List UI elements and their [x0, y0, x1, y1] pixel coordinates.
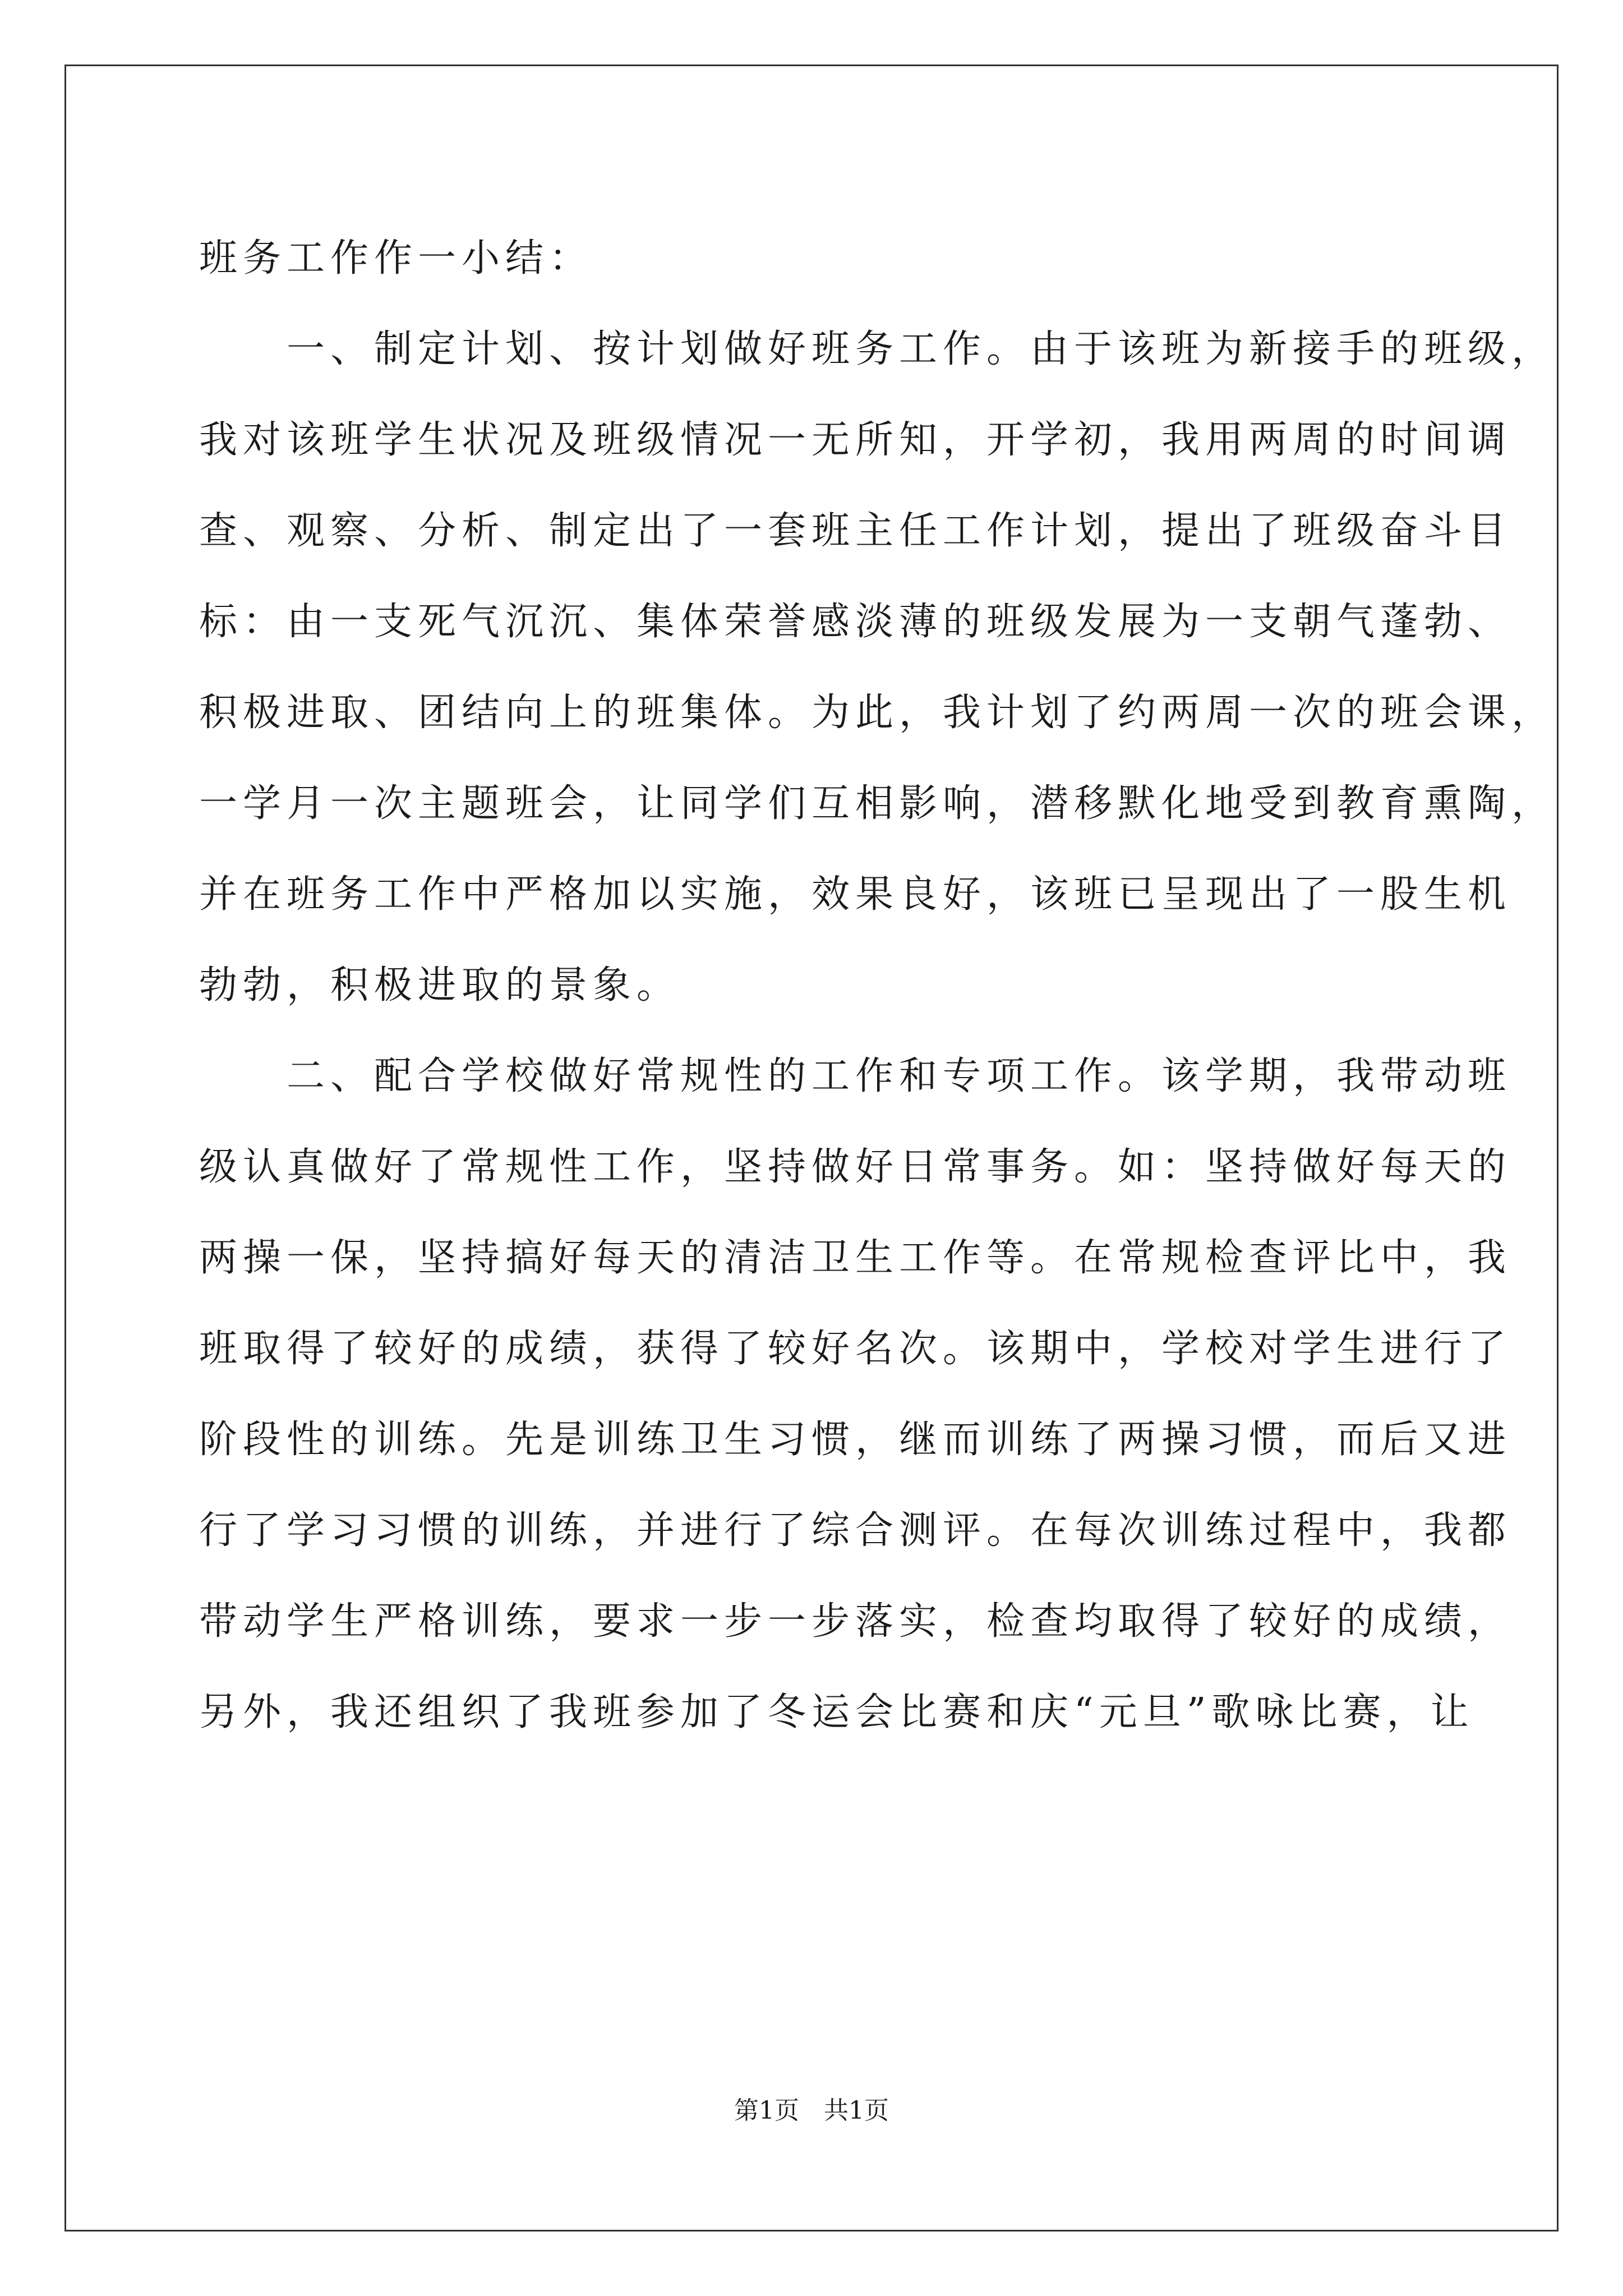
paragraph-line: 阶段性的训练。先是训练卫生习惯，继而训练了两操习惯，而后又进	[199, 1418, 1512, 1462]
paragraph-line: 级认真做好了常规性工作，坚持做好日常事务。如：坚持做好每天的	[199, 1145, 1512, 1189]
paragraph-line: 行了学习习惯的训练，并进行了综合测评。在每次训练过程中，我都	[199, 1508, 1512, 1553]
paragraph-line: 二、配合学校做好常规性的工作和专项工作。该学期，我带动班	[199, 1054, 1512, 1098]
paragraph-line: 两操一保，坚持搞好每天的清洁卫生工作等。在常规检查评比中，我	[199, 1236, 1512, 1280]
paragraph-line: 带动学生严格训练，要求一步一步落实，检查均取得了较好的成绩，	[199, 1599, 1512, 1644]
paragraph-line: 并在班务工作中严格加以实施，效果良好，该班已呈现出了一股生机	[199, 872, 1512, 917]
paragraph-line: 积极进取、团结向上的班集体。为此，我计划了约两周一次的班会课，	[199, 691, 1556, 735]
paragraph-line: 另外，我还组织了我班参加了冬运会比赛和庆“元旦”歌咏比赛，让	[199, 1690, 1474, 1734]
paragraph-line: 查、观察、分析、制定出了一套班主任工作计划，提出了班级奋斗目	[199, 509, 1512, 553]
document-title: 班务工作作一小结：	[199, 236, 593, 280]
page-footer: 第1页 共1页	[734, 2096, 889, 2125]
paragraph-line: 班取得了较好的成绩，获得了较好名次。该期中，学校对学生进行了	[199, 1327, 1512, 1371]
paragraph-line: 勃勃，积极进取的景象。	[199, 963, 681, 1007]
document-body	[199, 213, 1556, 1758]
paragraph-line: 标：由一支死气沉沉、集体荣誉感淡薄的班级发展为一支朝气蓬勃、	[199, 600, 1512, 644]
paragraph-line: 一学月一次主题班会，让同学们互相影响，潜移默化地受到教育熏陶，	[199, 781, 1556, 826]
paragraph-line: 我对该班学生状况及班级情况一无所知，开学初，我用两周的时间调	[199, 418, 1512, 462]
paragraph-line: 一、制定计划、按计划做好班务工作。由于该班为新接手的班级，	[199, 327, 1556, 371]
